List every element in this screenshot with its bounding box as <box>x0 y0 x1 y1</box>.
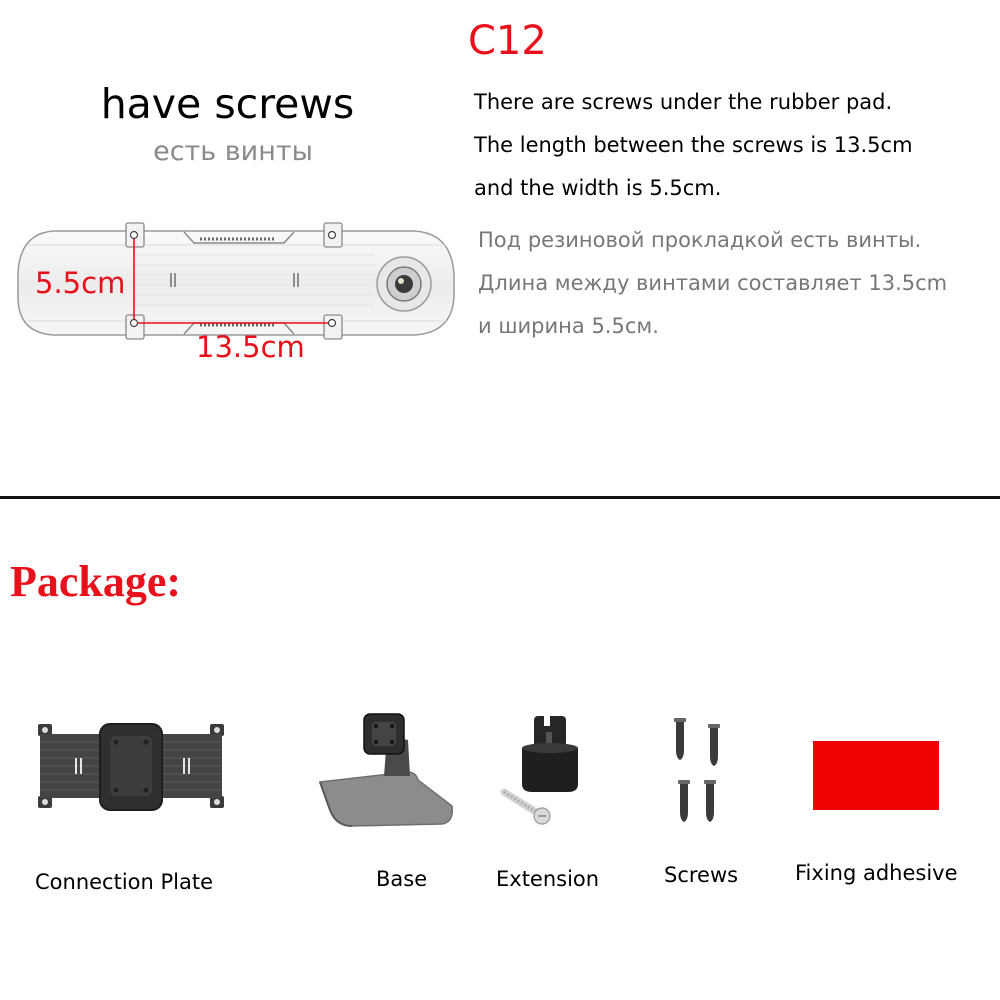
model-label: C12 <box>468 18 547 64</box>
connection-plate-icon <box>34 718 234 818</box>
package-item-extension: Extension <box>496 867 600 891</box>
description-en-line-1: There are screws under the rubber pad. <box>474 90 893 114</box>
package-item-base: Base <box>376 867 428 891</box>
width-measurement: 5.5cm <box>35 266 126 300</box>
package-item-fixing-adhesive: Fixing adhesive <box>795 861 958 885</box>
description-ru-line-1: Под резиновой прокладкой есть винты. <box>478 228 922 252</box>
description-en-line-3: and the width is 5.5cm. <box>474 176 722 200</box>
description-ru-line-2: Длина между винтами составляет 13.5cm <box>478 271 948 295</box>
screws-icon <box>664 716 734 824</box>
package-item-screws: Screws <box>664 863 739 887</box>
length-measurement: 13.5cm <box>196 330 305 364</box>
description-en-line-2: The length between the screws is 13.5cm <box>474 133 913 157</box>
section-divider <box>0 496 1000 499</box>
page-subtitle: есть винты <box>153 136 313 167</box>
description-ru-line-3: и ширина 5.5см. <box>478 314 659 338</box>
adhesive-pad-icon <box>813 741 939 810</box>
base-mount-icon <box>312 710 457 832</box>
extension-icon <box>498 712 598 830</box>
page-title: have screws <box>100 80 355 128</box>
package-title: Package: <box>10 557 182 606</box>
package-item-connection-plate: Connection Plate <box>35 870 214 894</box>
